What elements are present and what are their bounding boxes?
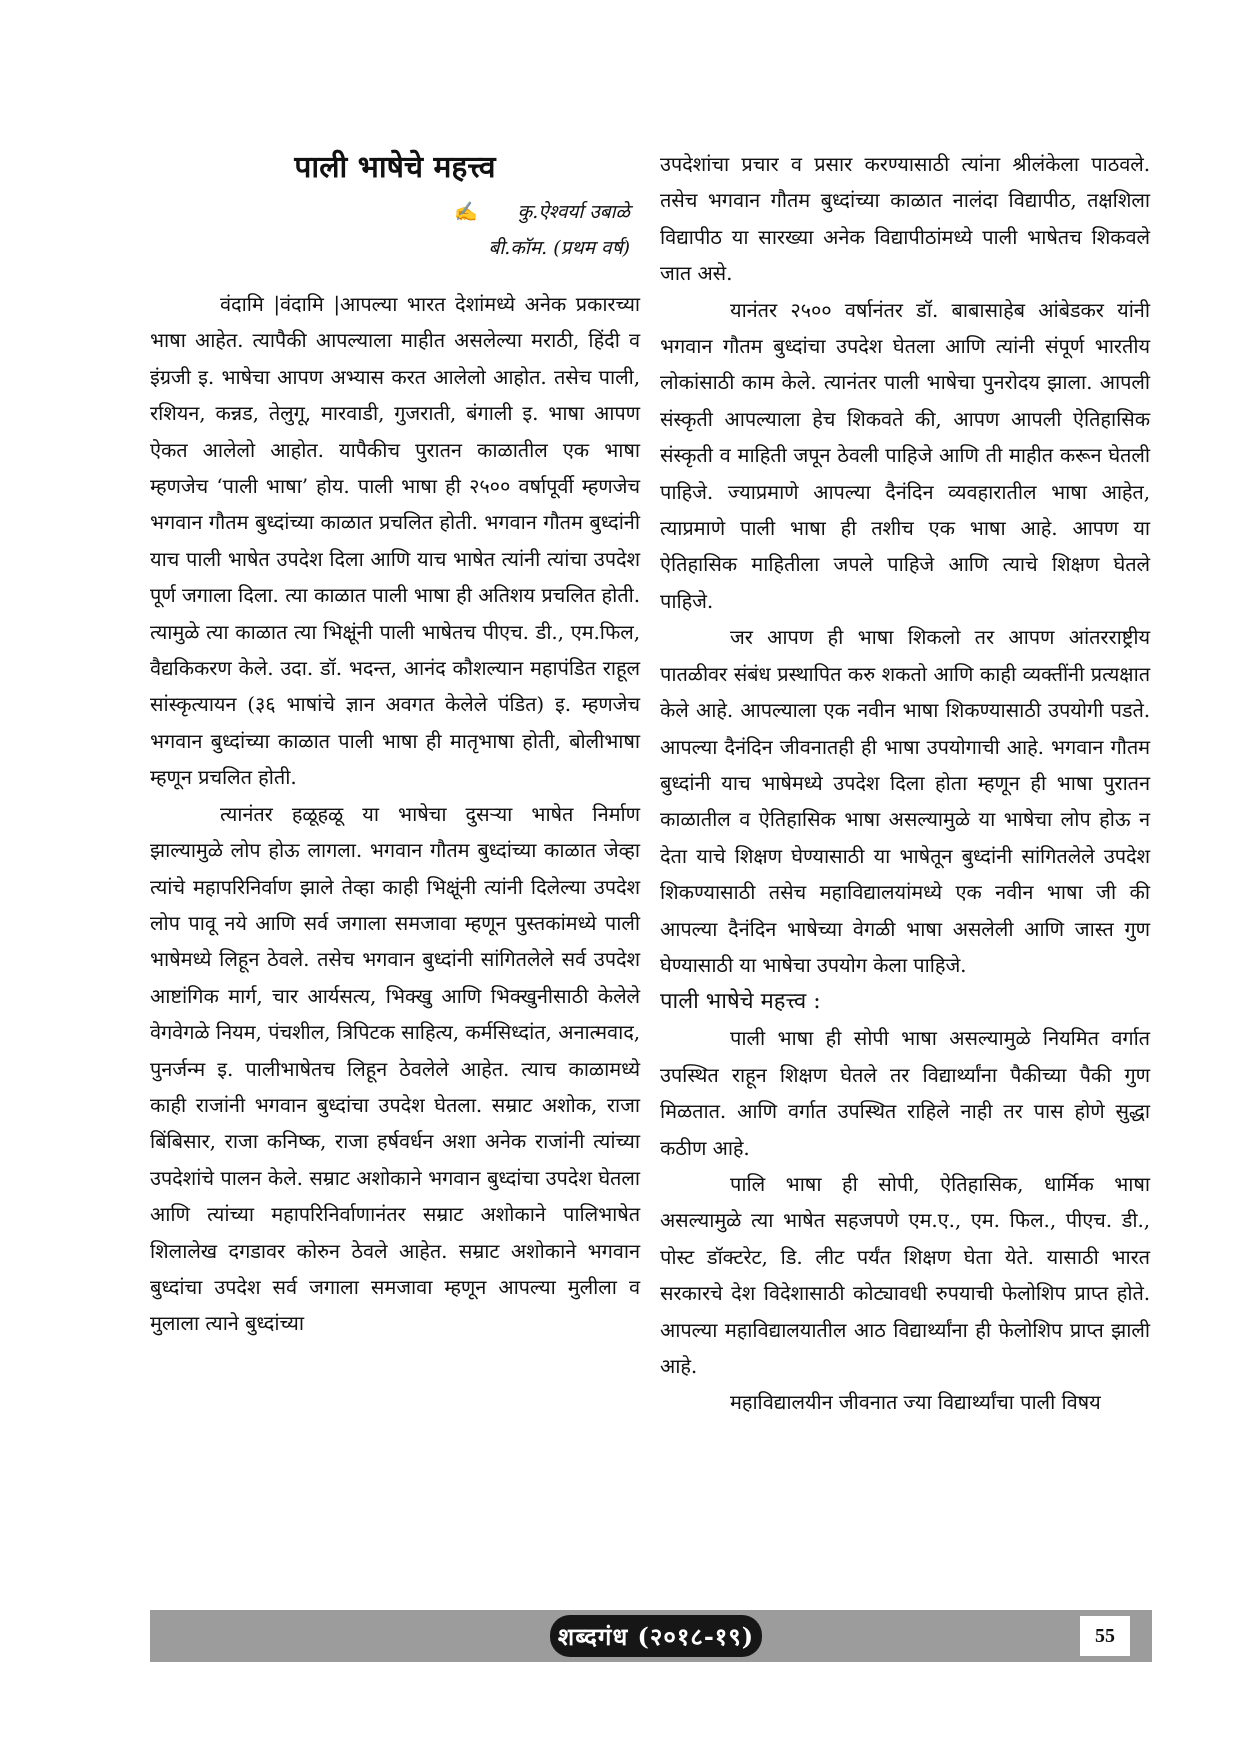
author-line: [150, 194, 640, 230]
left-paragraph-2: त्यानंतर हळूहळू या भाषेचा दुसऱ्या भाषेत निर्माण झाल्यामुळे लोप होऊ लागला. भगवान गौतम बुध्दांच्या काळात जेव्हा त्यांचे महापरिनिर्वाण झाले तेव्हा काही भिक्षूंनी त्यांनी दिलेल्या उपदेश लोप पावू नये आणि सर्व जगाला समजावा म्हणून पुस्तकांमध्ये पाली भाषेमध्ये लिहून ठेवले. तसेच भगवान बुध्दांनी सांगितलेले सर्व उपदेश आष्टांगिक मार्ग, चार आर्यसत्य, भिक्खु आणि भिक्खुनीसाठी केलेले वेगवेगळे नियम, पंचशील, त्रिपिटक साहित्य, कर्मसिध्दांत, अनात्मवाद, पुनर्जन्म इ. पालीभाषेतच लिहून ठेवलेले आहेत. त्याच काळामध्ये काही राजांनी भगवान बुध्दांचा उपदेश घेतला. सम्राट अशोक, राजा बिंबिसार, राजा कनिष्क, राजा हर्षवर्धन अशा अनेक राजांनी त्यांच्या उपदेशांचे पालन केले. सम्राट अशोकाने भगवान बुध्दांचा उपदेश घेतला आणि त्यांच्या महापरिनिर्वाणानंतर सम्राट अशोकाने पालिभाषेत शिलालेख दगडावर कोरुन ठेवले आहेत. सम्राट अशोकाने भगवान बुध्दांचा उपदेश सर्व जगाला समजावा म्हणून आपल्या मुलीला व मुलाला त्याने बुध्दांच्या: [150, 801, 640, 1336]
author-class: बी.कॉम. (प्रथम वर्ष): [488, 237, 630, 259]
right-paragraph-4: पालि भाषा ही सोपी, ऐतिहासिक, धार्मिक भाषा असल्यामुळे त्या भाषेत सहजपणे एम.ए., एम. फिल., पीएच. डी., पोस्ट डॉक्टरेट, डि. लीट पर्यंत शिक्षण घेता येते. यासाठी भारत सरकारचे देश विदेशासाठी कोट्यावधी रुपयाची फेलोशिप प्राप्त होते. आपल्या महाविद्यालयातील आठ विद्यार्थ्यांना ही फेलोशिप प्राप्त झाली आहे.: [660, 1171, 1150, 1378]
right-paragraph-0: उपदेशांचा प्रचार व प्रसार करण्यासाठी त्यांना श्रीलंकेला पाठवले. तसेच भगवान गौतम बुध्दांच्या काळात नालंदा विद्यापीठ, तक्षशिला विद्यापीठ या सारख्या अनेक विद्यापीठांमध्ये पाली भाषेतच शिकवले जात असे.: [660, 152, 1150, 286]
right-column: [660, 146, 1150, 1421]
magazine-name: शब्दगंध (२०१८-१९): [550, 1615, 762, 1657]
right-paragraph-5: महाविद्यालयीन जीवनात ज्या विद्यार्थ्यांचा पाली विषय: [730, 1390, 1101, 1415]
footer-band: [150, 1610, 1152, 1662]
right-paragraph-2: जर आपण ही भाषा शिकलो तर आपण आंतरराष्ट्रीय पातळीवर संबंध प्रस्थापित करु शकतो आणि काही व्यक्तींनी प्रत्यक्षात केले आहे. आपल्याला एक नवीन भाषा शिकण्यासाठी उपयोगी पडते. आपल्या दैनंदिन जीवनातही ही भाषा उपयोगाची आहे. भगवान गौतम बुध्दांनी याच भाषेमध्ये उपदेश दिला होता म्हणून ही भाषा पुरातन काळातील व ऐतिहासिक भाषा असल्यामुळे या भाषेचा लोप होऊ न देता याचे शिक्षण घेण्यासाठी या भाषेतून बुध्दांनी सांगितलेले उपदेश शिकण्यासाठी तसेच महाविद्यालयांमध्ये एक नवीन भाषा जी की आपल्या दैनंदिन भाषेच्या वेगळी भाषा असलेली आणि जास्त गुण घेण्यासाठी या भाषेचा उपयोग केला पाहिजे.: [660, 625, 1150, 977]
left-paragraph-1: वंदामि |वंदामि |आपल्या भारत देशांमध्ये अनेक प्रकारच्या भाषा आहेत. त्यापैकी आपल्याला माहीत असलेल्या मराठी, हिंदी व इंग्रजी इ. भाषेचा आपण अभ्यास करत आलेलो आहोत. तसेच पाली, रशियन, कन्नड, तेलुगू, मारवाडी, गुजराती, बंगाली इ. भाषा आपण ऐकत आलेलो आहोत. यापैकीच पुरातन काळातील एक भाषा म्हणजेच ‘पाली भाषा’ होय. पाली भाषा ही २५०० वर्षापूर्वी म्हणजेच भगवान गौतम बुध्दांच्या काळात प्रचलित होती. भगवान गौतम बुध्दांनी याच पाली भाषेत उपदेश दिला आणि याच भाषेत त्यांनी त्यांचा उपदेश पूर्ण जगाला दिला. त्या काळात पाली भाषा ही अतिशय प्रचलित होती. त्यामुळे त्या काळात त्या भिक्षूंनी पाली भाषेतच पीएच. डी., एम.फिल, वैद्यकिकरण केले. उदा. डॉ. भदन्त, आनंद कौशल्यान महापंडित राहूल सांस्कृत्यायन (३६ भाषांचे ज्ञान अवगत केलेले पंडित) इ. म्हणजेच भगवान बुध्दांच्या काळात पाली भाषा ही मातृभाषा होती, बोलीभाषा म्हणून प्रचलित होती.: [150, 292, 640, 790]
article-title: पाली भाषेचे महत्त्व: [294, 150, 496, 185]
section-heading: पाली भाषेचे महत्त्व :: [660, 989, 821, 1015]
page-number: 55: [1080, 1616, 1130, 1656]
right-paragraph-3: पाली भाषा ही सोपी भाषा असल्यामुळे नियमित वर्गात उपस्थित राहून शिक्षण घेतले तर विद्यार्थ्यांना पैकीच्या पैकी गुण मिळतात. आणि वर्गात उपस्थित राहिले नाही तर पास होणे सुद्धा कठीण आहे.: [660, 1026, 1150, 1160]
left-column: [150, 146, 640, 1342]
right-paragraph-1: यानंतर २५०० वर्षानंतर डॉ. बाबासाहेब आंबेडकर यांनी भगवान गौतम बुध्दांचा उपदेश घेतला आणि त्यांनी संपूर्ण भारतीय लोकांसाठी काम केले. त्यानंतर पाली भाषेचा पुनरोदय झाला. आपली संस्कृती आपल्याला हेच शिकवते की, आपण आपली ऐतिहासिक संस्कृती व माहिती जपून ठेवली पाहिजे आणि ती माहीत करून घेतली पाहिजे. ज्याप्रमाणे आपल्या दैनंदिन व्यवहारातील भाषा आहेत, त्याप्रमाणे पाली भाषा ही तशीच एक भाषा आहे. आपण या ऐतिहासिक माहितीला जपले पाहिजे आणि त्याचे शिक्षण घेतले पाहिजे.: [660, 297, 1150, 613]
pen-icon: ✍: [453, 201, 478, 223]
author-name: कु.ऐश्वर्या उबाळे: [517, 201, 630, 223]
